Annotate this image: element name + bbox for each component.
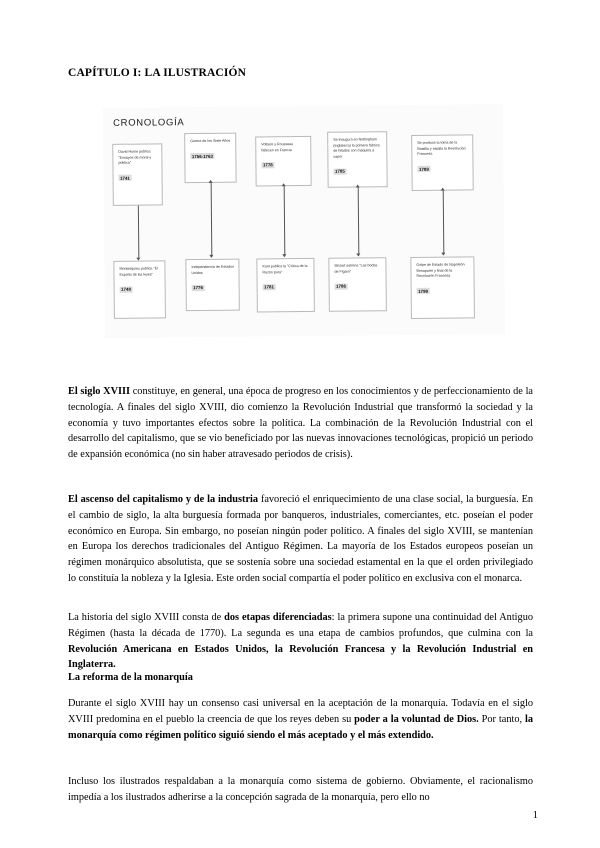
timeline-node-date: 1748 (121, 286, 131, 292)
timeline-node-text: Independencia de Estados Unidos (191, 264, 235, 275)
paragraph-1-body: constituye, en general, una época de progreso en los conocimientos y de perfeccionamiento de la tecnología. A finales del siglo XVIII, dio comienzo la Revolución Industrial que transformó la sociedad y la economía y tuvo importantes efectos sobre la política. La combinación de la Revolución Industrial con el desarrollo del capitalismo, que se vio beneficiado por las nuevas innovaciones tecnológicas, propició un periodo de expansión económica (no sin haber atravesado periodos de crisis). (68, 386, 533, 460)
arrow-up-icon (356, 184, 360, 187)
arrow-up-icon (441, 188, 445, 191)
timeline-node-text: Guerra de los Siete Años (190, 138, 231, 144)
connector-line (138, 206, 139, 258)
timeline-node-text: David Hume publica "Ensayos de moral y política" (118, 149, 152, 165)
paragraph-3-part1: La historia del siglo XVIII consta de (68, 612, 225, 624)
timeline-node-date: 1785 (335, 168, 345, 174)
paragraph-2-body: favoreció el enriquecimiento de una clase social, la burguesía. En el cambio de siglo, la alta burguesía formada por banqueros, industriales, comerciantes, etc. poseían el poder económico en Europa. Sin embargo, no poseían ningún poder político. A finales del siglo XVIII, se mantenían en Europa los derechos tradicionales del Antiguo Régimen. La mayoría de los Estados europeos poseían un régimen monárquico absolutista, que se sostenía sobre una sociedad estamental en la que el orden privilegiado lo constituía la nobleza y la Iglesia. Este orden social compartía el poder político en exclusiva con el monarca. (68, 494, 534, 584)
paragraph-4-part2: Por tanto, (478, 713, 525, 725)
section-heading: La reforma de la monarquía (68, 672, 193, 683)
paragraph-1 (68, 384, 533, 462)
page-number: 1 (532, 810, 538, 821)
timeline-node (113, 260, 166, 318)
timeline-node (327, 131, 388, 188)
timeline-node-date: 1741 (120, 175, 130, 181)
timeline-node (328, 257, 387, 312)
timeline-node-date: 1786 (336, 283, 346, 289)
arrow-down-icon (441, 253, 445, 256)
timeline-node-text: Kant publica la "Crítica de la Razón pura" (262, 263, 308, 274)
connector-line (211, 183, 212, 257)
arrow-up-icon (209, 180, 213, 183)
timeline-node (256, 258, 315, 313)
chronology-title: CRONOLOGÍA (113, 117, 185, 129)
paragraph-2-lead: El ascenso del capitalismo y de la industria (68, 494, 259, 506)
arrow-down-icon (356, 253, 360, 256)
timeline-node-text: Se produce la toma de la Bastilla y estalla la Revolución Francesa (417, 140, 466, 157)
timeline-node-text: Montesquieu publica "El Espíritu de las leyes" (119, 266, 158, 277)
timeline-node-date: 1778 (262, 162, 273, 168)
arrow-down-icon (282, 254, 286, 257)
timeline-node (255, 136, 311, 187)
timeline-node (411, 134, 474, 191)
timeline-node (184, 133, 236, 183)
paragraph-3-bold1: dos etapas diferenciadas (224, 612, 332, 624)
timeline-node-date: 1799 (418, 288, 428, 294)
timeline-node (112, 143, 163, 205)
paragraph-3 (68, 610, 533, 673)
timeline-node-text: Se inaugura en Nottingham (Inglaterra) la primera fábrica de hilados con máquina a vapor (333, 137, 380, 159)
paragraph-5: Incluso los ilustrados respaldaban a la monarquía como sistema de gobierno. Obviamente, el racionalismo impedía a los ilustrados adherirse a la concepción sagrada de la monarquía, pero ello no (68, 776, 533, 803)
timeline-node-date: 1781 (264, 284, 274, 290)
paragraph-3-part2: : la primera supone una continuidad del Antiguo Régimen (hasta la década de 1770). La segunda es una etapa de cambios profundos, que culmina con la (68, 612, 533, 639)
timeline-node-text: Voltaire y Rousseau fallecen en Francia (261, 142, 294, 152)
connector-line (284, 186, 285, 256)
paragraph-3-bold2: Revolución Americana en Estados Unidos, la Revolución Francesa y la Revolución Industrial en Inglaterra. (68, 643, 533, 671)
paragraph-4-part1: Durante el siglo XVIII hay un consenso casi universal en la aceptación de la monarquía. Todavía en el siglo XVIII predomina en el pueblo la creencia de que los reyes deben su (68, 698, 533, 725)
timeline-node-date: 1789 (418, 166, 429, 172)
timeline-node-date: 1756-1763 (191, 153, 213, 159)
page-title: CAPÍTULO I: LA ILUSTRACIÓN (68, 67, 247, 79)
paragraph-1-lead: El siglo XVIII (68, 386, 131, 398)
connector-line (443, 191, 444, 255)
paragraph-4-bold1: poder a la voluntad de Dios. (354, 713, 479, 725)
timeline-node-text: Mozart estrena "Las bodas de Fígaro" (334, 263, 378, 274)
timeline-node (185, 259, 239, 312)
paragraph-4-bold2: la monarquía como régimen político siguió siendo el más aceptado y el más extendido. (68, 713, 534, 741)
timeline-node-date: 1776 (193, 285, 203, 291)
paragraph-4 (68, 696, 533, 743)
connector-line (358, 187, 359, 255)
arrow-up-icon (282, 183, 286, 186)
timeline-node-text: Golpe de Estado de Napoleón Bonaparte y final de la Revolución Francesa (416, 262, 465, 279)
paragraph-2 (68, 492, 533, 586)
arrow-down-icon (209, 255, 213, 258)
timeline-node (410, 256, 475, 319)
chronology-figure (103, 104, 505, 338)
